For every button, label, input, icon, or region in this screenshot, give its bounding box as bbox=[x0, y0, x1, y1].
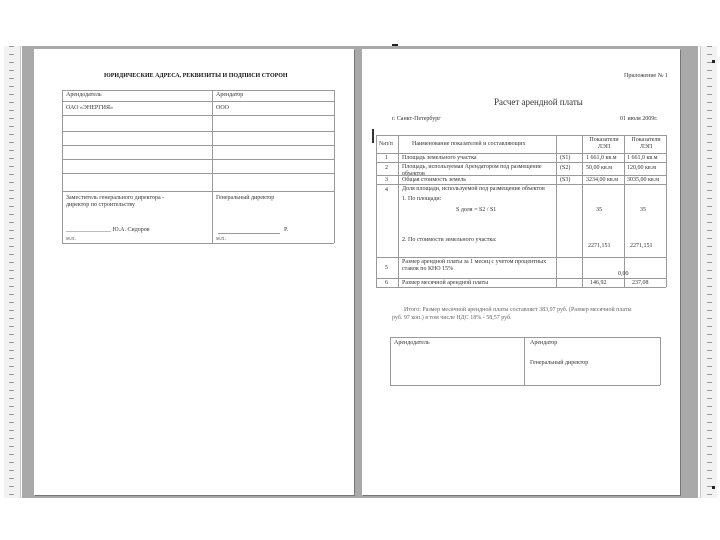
row-name: Доля площади, используемой под размещение объектов bbox=[402, 186, 545, 192]
lessee-label: Арендатор bbox=[530, 340, 558, 346]
table-line bbox=[62, 90, 334, 91]
table-line bbox=[582, 135, 583, 287]
margin-marker bbox=[372, 129, 374, 143]
appendix-label: Приложение № 1 bbox=[624, 73, 668, 79]
table-line bbox=[376, 162, 666, 163]
table-line bbox=[624, 135, 625, 287]
table-line bbox=[62, 115, 334, 116]
table-line bbox=[334, 90, 335, 243]
table-line bbox=[390, 337, 660, 338]
table-line bbox=[376, 257, 666, 258]
total-footnote: Итого: Размер месячной арендной платы составляет 383,97 руб. (Размер месячной платы bbox=[404, 307, 632, 313]
table-line bbox=[62, 159, 334, 160]
col-value2-header: Показатели ЛЭП bbox=[631, 137, 661, 150]
signature-line bbox=[218, 233, 280, 234]
row-num: 4 bbox=[385, 187, 388, 193]
toolbar-area bbox=[0, 0, 720, 46]
page-left bbox=[34, 49, 354, 495]
table-line bbox=[376, 153, 666, 154]
row-value2: 120,00 кв.м bbox=[627, 165, 657, 171]
col-num-header: №п/п bbox=[379, 141, 393, 147]
col-value1-header: Показатели ЛЭП bbox=[589, 137, 619, 150]
row-name: Размер арендной платы за 1 месяц с учетом процентных ставок по КНО 15% bbox=[402, 259, 547, 272]
formula2-label: 2. По стоимости земельного участка: bbox=[402, 237, 497, 243]
row5-value: 0,00 bbox=[618, 271, 629, 277]
row-num: 2 bbox=[385, 165, 388, 171]
table-line bbox=[376, 135, 666, 136]
row6-value2: 237,08 bbox=[632, 280, 649, 286]
lessor-signature: _______________ Ю.А. Сидоров bbox=[66, 227, 150, 233]
row-name: Размер месячной арендной платы bbox=[402, 280, 489, 286]
table-line bbox=[390, 337, 391, 385]
page-heading: ЮРИДИЧЕСКИЕ АДРЕСА, РЕКВИЗИТЫ И ПОДПИСИ СТОРОН bbox=[104, 73, 288, 79]
vertical-ruler-left bbox=[4, 46, 21, 498]
signatory-title: Заместитель генерального директора - bbox=[66, 195, 165, 201]
table-line bbox=[62, 101, 334, 102]
page-right bbox=[362, 49, 680, 495]
row-num: 6 bbox=[385, 280, 388, 286]
city: г. Санкт-Петербург bbox=[392, 116, 441, 122]
formula1: S доля = S2 / S1 bbox=[456, 207, 497, 213]
table-line bbox=[556, 135, 557, 287]
row-name: Площадь, используемая Арендатором под размещение объектов bbox=[402, 164, 542, 177]
table-line bbox=[62, 90, 63, 243]
row-num: 5 bbox=[385, 265, 388, 271]
table-line bbox=[62, 145, 334, 146]
scrollbar-thumb-marker[interactable] bbox=[712, 60, 715, 63]
col-name-header: Наименование показателей и составляющих bbox=[412, 141, 526, 147]
row-num: 1 bbox=[385, 155, 388, 161]
row-code: (S1) bbox=[560, 155, 571, 161]
table-line bbox=[62, 173, 334, 174]
lessee-signature-suffix: Р. bbox=[284, 227, 289, 233]
stamp-place-right: м.п. bbox=[216, 236, 227, 242]
table-line bbox=[212, 90, 213, 243]
table-line bbox=[666, 135, 667, 287]
row-value1: 50,00 кв.м bbox=[586, 165, 613, 171]
table-line bbox=[376, 287, 666, 288]
formula2-value1: 2271,151 bbox=[588, 243, 611, 249]
table-line bbox=[660, 337, 661, 385]
lessee-signatory-title: Генеральный директор bbox=[216, 195, 275, 201]
document-title: Расчет арендной платы bbox=[494, 97, 583, 107]
lessor-label: Арендодатель bbox=[394, 340, 430, 346]
row-name: Общая стоимость земель bbox=[402, 177, 467, 183]
lessee-header: Арендатор bbox=[216, 92, 244, 98]
lessee-director-label: Генеральный директор bbox=[530, 360, 589, 366]
stamp-place-left: м.п. bbox=[66, 236, 77, 242]
row6-value1: 146,92 bbox=[590, 280, 607, 286]
table-line bbox=[376, 278, 666, 279]
vertical-scrollbar[interactable] bbox=[700, 46, 717, 498]
row-value1: 3234,00 кв.м bbox=[586, 177, 619, 183]
date: 01 июля 2009г. bbox=[620, 116, 658, 122]
formula1-value2: 35 bbox=[640, 207, 646, 213]
table-line bbox=[398, 135, 399, 287]
cursor-marker bbox=[392, 44, 398, 46]
lessor-name: ОАО «ЭНЕРГИЯ» bbox=[66, 105, 114, 111]
table-line bbox=[62, 131, 334, 132]
row-code: (S2) bbox=[560, 165, 571, 171]
row-num: 3 bbox=[385, 177, 388, 183]
formula2-value2: 2271,151 bbox=[630, 243, 653, 249]
row-value2: 3035,00 кв.м bbox=[627, 177, 660, 183]
lessee-name: ООО bbox=[216, 105, 229, 111]
row-value1: 1 661,0 кв.м bbox=[586, 155, 617, 161]
table-line bbox=[62, 191, 334, 192]
table-line bbox=[390, 385, 660, 386]
signatory-title-2: директор по строительству bbox=[66, 202, 136, 208]
table-line bbox=[524, 337, 525, 385]
formula1-label: 1. По площади: bbox=[402, 196, 442, 202]
scrollbar-thumb-marker[interactable] bbox=[712, 486, 715, 489]
table-line bbox=[376, 135, 377, 287]
total-footnote-2: руб. 97 коп.) в том числе НДС 18% - 58,57 руб. bbox=[392, 315, 512, 321]
table-line bbox=[62, 243, 334, 244]
formula1-value1: 35 bbox=[596, 207, 602, 213]
table-line bbox=[376, 184, 666, 185]
row-code: (S3) bbox=[560, 177, 571, 183]
row-name: Площадь земельного участка bbox=[402, 155, 477, 161]
lessor-header: Арендодатель bbox=[66, 92, 102, 98]
row-value2: 1 661,0 кв.м bbox=[627, 155, 658, 161]
